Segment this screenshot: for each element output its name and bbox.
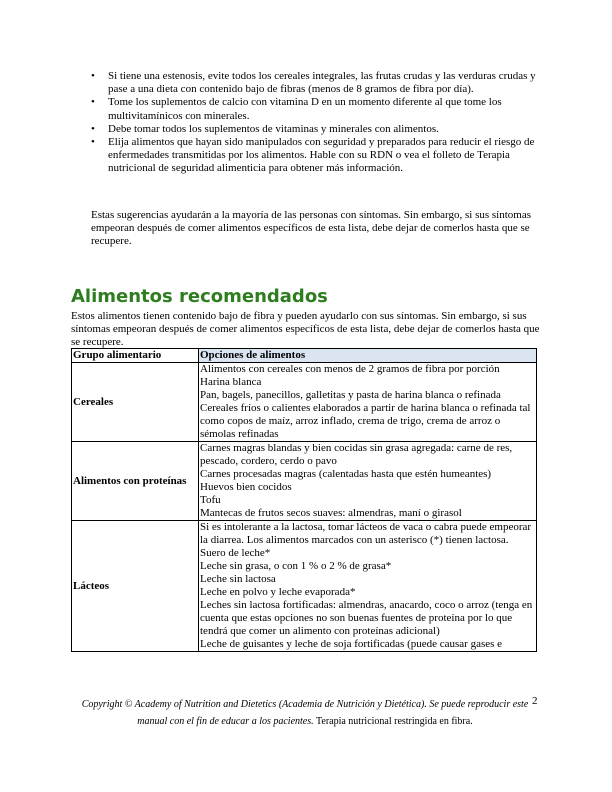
food-option: Si es intolerante a la lactosa, tomar lácteos de vaca o cabra puede empeorar la diarrea. Los alimentos marcados con un asterisco (*) tienen lactosa. [200,521,532,546]
food-option: Alimentos con cereales con menos de 2 gramos de fibra por porción [200,363,500,375]
food-option: Carnes procesadas magras (calentadas hasta que estén humeantes) [200,468,492,480]
list-item: • Elija alimentos que hayan sido manipulados con seguridad y preparados para reducir el riesgo de enfermedades transmitidas por los alimentos. Hable con su RDN o vea el folleto de Terapia nutricional de seguridad alimenticia para obtener más información. [91,136,543,176]
food-option: Tofu [200,494,221,506]
page-number: 2 [532,695,538,707]
food-option: Leche sin grasa, o con 1 % o 2 % de grasa* [200,560,392,572]
food-option: Carnes magras blandas y bien cocidas sin grasa agregada: carne de res, pescado, cordero, cerdo o pavo [200,442,513,467]
food-group-cell: Lácteos [72,521,199,652]
food-option: Leche en polvo y leche evaporada* [200,586,356,598]
food-option: Pan, bagels, panecillos, galletitas y pasta de harina blanca o refinada [200,389,501,401]
table-row [72,521,537,652]
list-item: • Debe tomar todos los suplementos de vitaminas y minerales con alimentos. [91,123,543,136]
food-option: Leche de guisantes y leche de soja fortificadas (puede causar gases e [200,638,503,650]
header-food-options: Opciones de alimentos [199,349,537,363]
table-row [72,363,537,442]
food-option: Leches sin lactosa fortificadas: almendras, anacardo, coco o arroz (tenga en cuenta que estas opciones no son buenas fuentes de proteína por lo que tendrá que comer un alimento con proteínas adicional) [200,599,533,637]
food-option: Cereales fríos o calientes elaborados a partir de harina blanca o refinada tal como copos de maíz, arroz inflado, crema de trigo, crema de arroz o sémolas refinadas [200,402,531,440]
food-options-cell [199,363,537,442]
page-footer [70,696,540,730]
section-subtitle: Estos alimentos tienen contenido bajo de fibra y pueden ayudarlo con sus síntomas. Sin embargo, si sus síntomas empeoran después de comer alimentos específicos de esta lista, debe dejar de comerlos hasta que se recupere. [71,310,540,349]
food-options-cell [199,442,537,521]
food-group-cell: Cereales [72,363,199,442]
food-options-cell [199,521,537,652]
list-item: • Si tiene una estenosis, evite todos los cereales integrales, las frutas crudas y las verduras crudas y pase a una dieta con contenido bajo de fibras (menos de 8 gramos de fibra por día). [91,70,543,96]
food-option: Harina blanca [200,376,262,388]
intro-paragraph: Estas sugerencias ayudarán a la mayoría de las personas con síntomas. Sin embargo, si sus síntomas empeoran después de comer alimentos específicos de esta lista, debe dejar de comerlos hasta que se recupere. [91,209,532,248]
section-heading: Alimentos recomendados [71,286,328,307]
food-option: Leche sin lactosa [200,573,276,585]
food-option: Mantecas de frutos secos suaves: almendras, maní o girasol [200,507,462,519]
copyright-notice: Copyright © Academy of Nutrition and Dietetics (Academia de Nutrición y Dietética). Se puede reproducir este manual con el fin de educar a los pacientes. [81,699,529,727]
handout-title: Terapia nutricional restringida en fibra. [315,716,473,727]
table-row [72,442,537,521]
header-food-group: Grupo alimentario [72,349,199,363]
food-group-cell: Alimentos con proteínas [72,442,199,521]
list-item: • Tome los suplementos de calcio con vitamina D en un momento diferente al que tome los multivitamínicos con minerales. [91,96,543,122]
food-table [71,348,537,652]
food-option: Suero de leche* [200,547,271,559]
table-header-row [72,349,537,363]
food-option: Huevos bien cocidos [200,481,292,493]
tips-list [91,70,543,176]
